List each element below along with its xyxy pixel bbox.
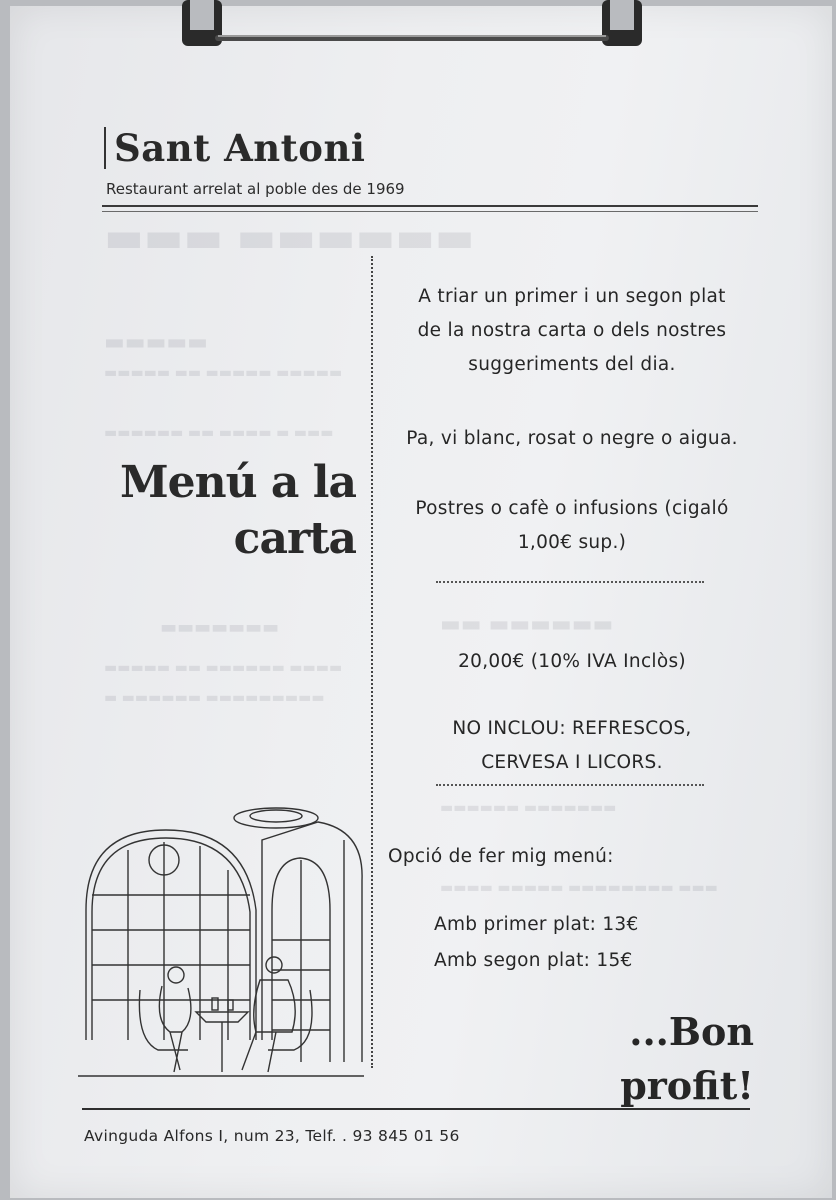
cafe-illustration	[78, 800, 364, 1080]
closing-line: profit!	[620, 1063, 754, 1108]
choice-line: suggeriments del dia.	[468, 354, 676, 375]
half-menu-first-price: Amb primer plat: 13€	[434, 914, 639, 935]
dessert-text	[378, 492, 766, 560]
footer-divider	[82, 1108, 750, 1110]
not-included-line: CERVESA I LICORS.	[481, 752, 663, 773]
menu-price: 20,00€ (10% IVA Inclòs)	[458, 651, 686, 672]
show-through-text: ▬▬▬ ▬▬▬▬▬▬	[104, 212, 475, 261]
show-through-text: ▬▬▬▬▬	[104, 330, 208, 355]
not-included-text	[378, 712, 766, 780]
dessert-line: Postres o cafè o infusions (cigaló	[415, 498, 729, 519]
half-menu-second-price: Amb segon plat: 15€	[434, 950, 633, 971]
dotted-separator	[436, 784, 704, 786]
show-through-text: ▬▬▬▬ ▬▬▬▬▬ ▬▬▬▬▬▬▬▬ ▬▬▬	[440, 880, 718, 896]
show-through-text: ▬▬▬▬▬▬▬	[160, 617, 280, 638]
menu-heading-line: carta	[233, 513, 356, 564]
show-through-text: ▬▬▬▬▬▬ ▬▬▬▬▬▬▬	[440, 800, 617, 816]
show-through-text: ▬▬▬▬▬ ▬▬ ▬▬▬▬▬ ▬▬▬▬▬	[104, 365, 343, 381]
choice-text	[378, 280, 766, 382]
choice-line: de la nostra carta o dels nostres	[417, 320, 727, 341]
show-through-text: ▬▬▬▬▬ ▬▬ ▬▬▬▬▬▬ ▬▬▬▬	[104, 660, 343, 676]
half-menu-title: Opció de fer mig menú:	[388, 846, 614, 867]
header-divider-thin	[102, 211, 758, 212]
clipboard-clip	[182, 0, 652, 52]
not-included-line: NO INCLOU: REFRESCOS,	[452, 718, 692, 739]
show-through-text: ▬▬ ▬▬▬▬▬▬	[440, 612, 614, 637]
restaurant-name: Sant Antoni	[104, 127, 365, 169]
header-divider	[102, 205, 758, 207]
closing-message	[620, 1005, 754, 1113]
show-through-text: ▬ ▬▬▬▬▬▬ ▬▬▬▬▬▬▬▬▬	[104, 690, 325, 706]
footer-address: Avinguda Alfons I, num 23, Telf. . 93 845 01 56	[84, 1127, 460, 1145]
menu-heading-line: Menú a la	[119, 457, 356, 508]
column-divider	[371, 256, 373, 1068]
dessert-line: 1,00€ sup.)	[517, 532, 627, 553]
menu-heading	[98, 455, 356, 567]
choice-line: A triar un primer i un segon plat	[418, 286, 726, 307]
restaurant-tagline: Restaurant arrelat al poble des de 1969	[106, 180, 405, 198]
dotted-separator	[436, 581, 704, 583]
drinks-text: Pa, vi blanc, rosat o negre o aigua.	[406, 428, 738, 449]
closing-line: ...Bon	[629, 1009, 754, 1054]
show-through-text: ▬▬▬▬▬▬ ▬▬ ▬▬▬▬ ▬ ▬▬▬	[104, 425, 334, 441]
